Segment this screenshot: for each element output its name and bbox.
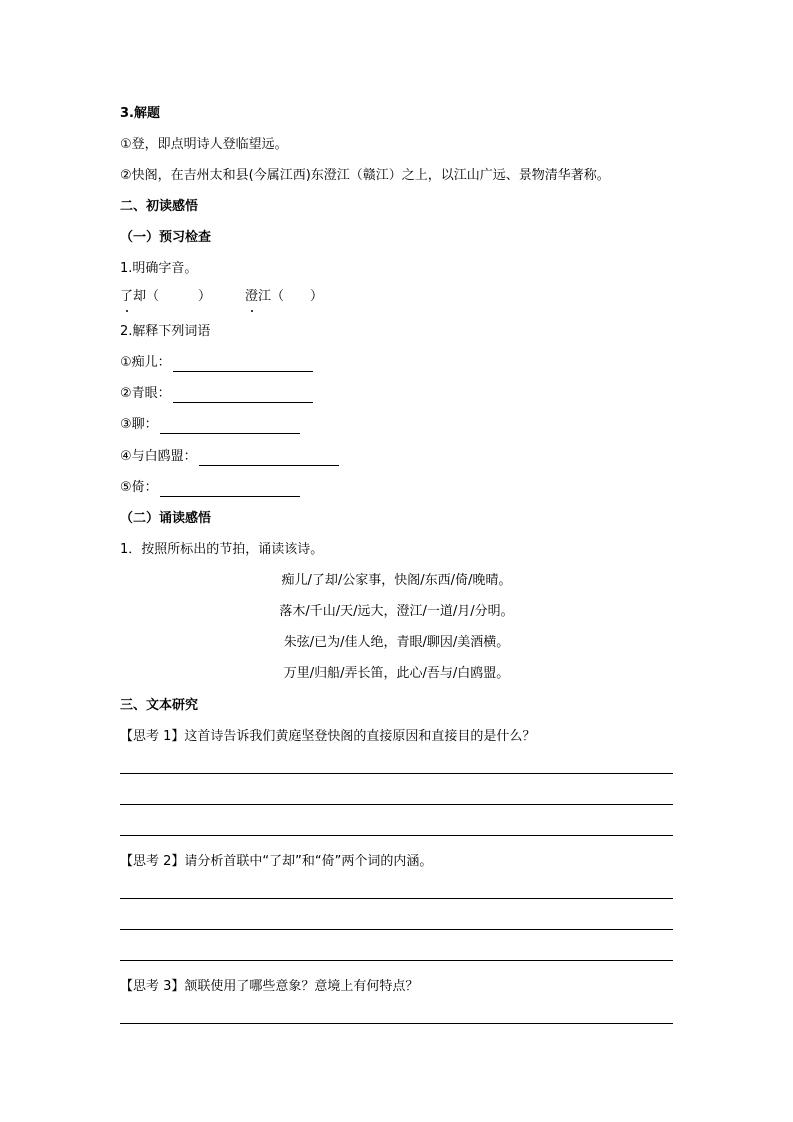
vocab-label: ③聊： (120, 417, 158, 432)
vocab-label: ②青眼： (120, 386, 171, 401)
poem-line-1: 痴儿/了却/公家事，快阁/东西/倚/晚晴。 (281, 573, 512, 588)
dotted-char-liao: 了 (120, 289, 134, 304)
vocab-label: ④与白鸥盟： (120, 449, 197, 464)
pronunciation-row (120, 288, 323, 306)
answer-line[interactable] (120, 898, 673, 899)
answer-blank[interactable] (173, 356, 313, 372)
dotted-char-cheng: 澄 (245, 289, 259, 304)
vocab-label: ⑤倚： (120, 480, 158, 495)
answer-blank[interactable] (199, 450, 339, 466)
answer-line[interactable] (120, 835, 673, 836)
jieti-item-2: ②快阁，在吉州太和县(今属江西)东澄江（赣江）之上，以江山广远、景物清华著称。 (120, 168, 610, 183)
jieti-item-1: ①登，即点明诗人登临望远。 (120, 137, 288, 152)
think-question-2: 【思考 2】请分析首联中“了却”和“倚”两个词的内涵。 (120, 854, 433, 869)
pronunciation-question: 1.明确字音。 (120, 261, 198, 276)
answer-line[interactable] (120, 929, 673, 930)
part3-heading: 三、文本研究 (120, 698, 199, 713)
vocab-question: 2.解释下列词语 (120, 324, 211, 339)
answer-line[interactable] (120, 773, 673, 774)
recite-heading: （二）诵读感悟 (120, 511, 212, 526)
vocab-item-1 (120, 354, 313, 372)
poem-line-3: 朱弦/已为/佳人绝，青眼/聊因/美酒横。 (283, 635, 510, 650)
answer-line[interactable] (120, 960, 673, 961)
poem-line-4: 万里/归船/弄长笛，此心/吾与/白鸥盟。 (283, 666, 510, 681)
answer-blank[interactable] (160, 418, 300, 434)
section-heading-jieti: 3.解题 (120, 106, 160, 121)
vocab-item-4 (120, 448, 339, 466)
answer-blank[interactable] (160, 481, 300, 497)
vocab-item-3 (120, 416, 300, 434)
answer-line[interactable] (120, 1023, 673, 1024)
think-question-3: 【思考 3】颔联使用了哪些意象？意境上有何特点？ (120, 979, 419, 994)
pronunciation-blank-1: 却（ ） (133, 289, 212, 304)
think-question-1: 【思考 1】这首诗告诉我们黄庭坚登快阁的直接原因和直接目的是什么？ (120, 729, 536, 744)
answer-line[interactable] (120, 804, 673, 805)
vocab-label: ①痴儿： (120, 355, 171, 370)
poem-line-2: 落木/千山/天/远大，澄江/一道/月/分明。 (279, 604, 514, 619)
vocab-item-2 (120, 385, 313, 403)
pronunciation-blank-2: 江（ ） (258, 289, 324, 304)
vocab-item-5 (120, 479, 300, 497)
part2-heading: 二、初读感悟 (120, 199, 199, 214)
preview-check-heading: （一）预习检查 (120, 230, 212, 245)
answer-blank[interactable] (173, 387, 313, 403)
recite-question: 1．按照所标出的节拍，诵读该诗。 (120, 542, 324, 557)
